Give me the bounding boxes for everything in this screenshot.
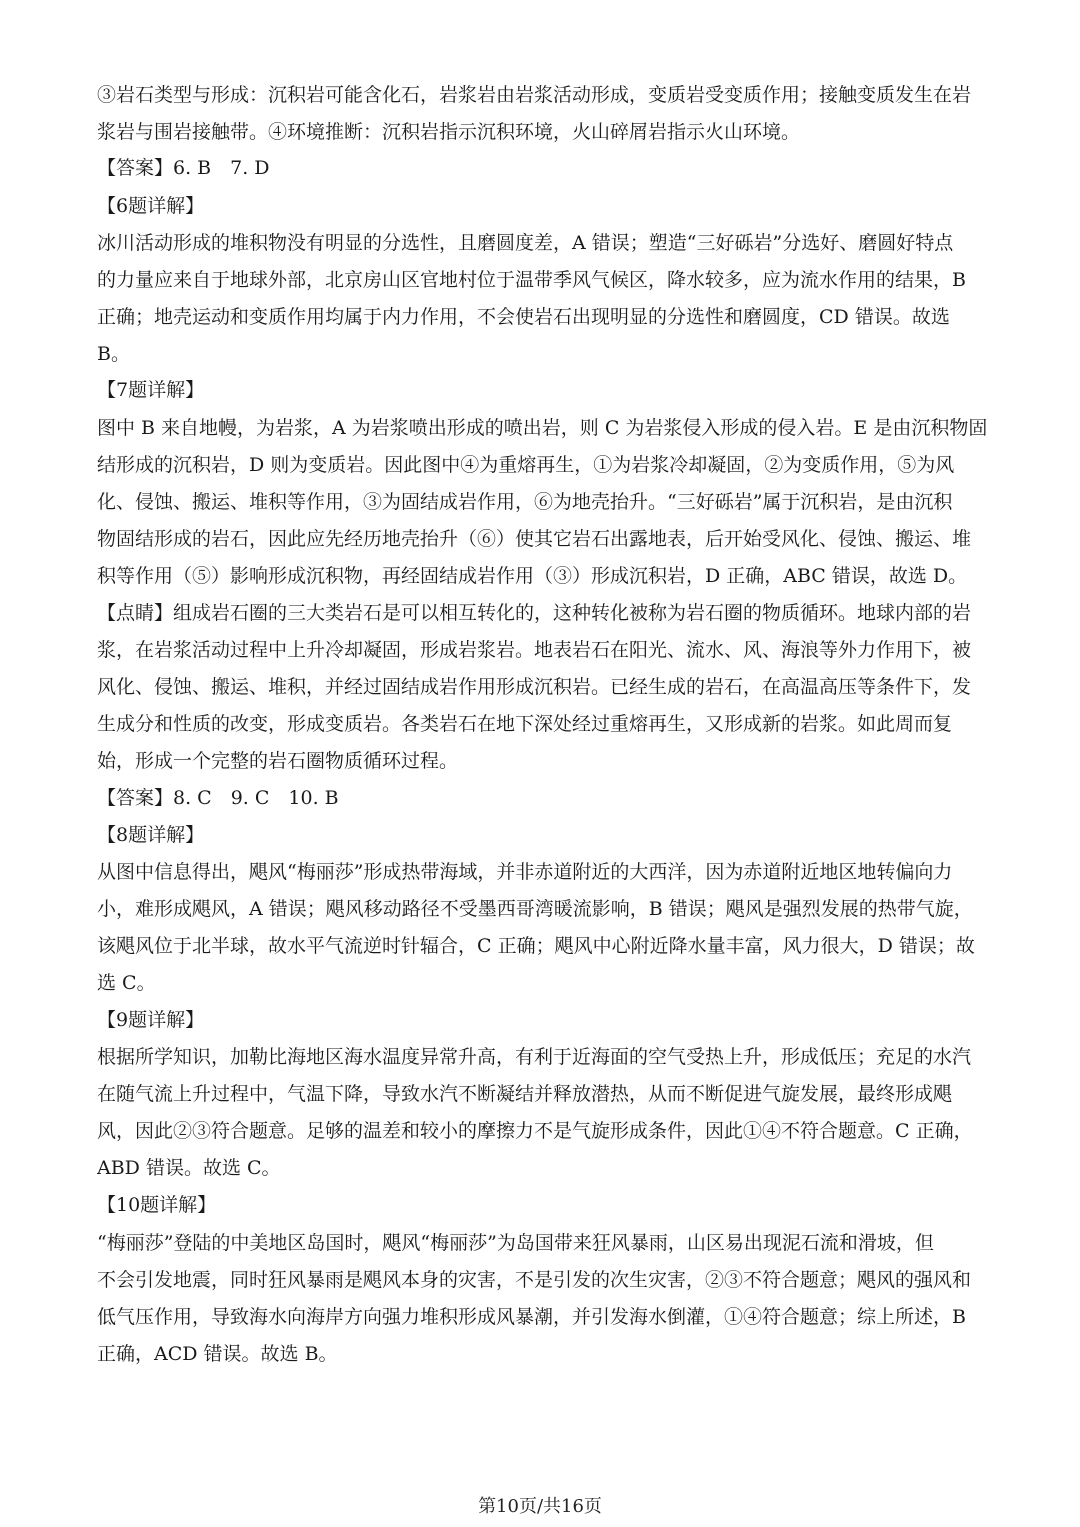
text-line: 浆，在岩浆活动过程中上升冷却凝固，形成岩浆岩。地表岩石在阳光、流水、风、海浪等外力作用下，被 xyxy=(97,639,972,661)
text-line: 从图中信息得出，飓风“梅丽莎”形成热带海域，并非赤道附近的大西洋，因为赤道附近地区地转偏向力 xyxy=(97,861,953,883)
section-heading: 【9题详解】 xyxy=(97,1009,205,1031)
text-line: 化、侵蚀、搬运、堆积等作用，③为固结成岩作用，⑥为地壳抬升。“三好砾岩”属于沉积岩，是由沉积 xyxy=(97,491,953,513)
answer-line: 【答案】8. C 9. C 10. B xyxy=(97,787,339,809)
text-line: ③岩石类型与形成：沉积岩可能含化石，岩浆岩由岩浆活动形成，变质岩受变质作用；接触变质发生在岩 xyxy=(97,84,972,106)
text-line: 风化、侵蚀、搬运、堆积，并经过固结成岩作用形成沉积岩。已经生成的岩石，在高温高压等条件下，发 xyxy=(97,676,972,698)
text-line: 物固结形成的岩石，因此应先经历地壳抬升（⑥）使其它岩石出露地表，后开始受风化、侵蚀、搬运、堆 xyxy=(97,528,972,550)
text-line: 低气压作用，导致海水向海岸方向强力堆积形成风暴潮，并引发海水倒灌，①④符合题意；综上所述，B xyxy=(97,1306,966,1328)
text-line: 冰川活动形成的堆积物没有明显的分选性，且磨圆度差，A 错误；塑造“三好砾岩”分选好、磨圆好特点 xyxy=(97,232,954,254)
section-heading: 【7题详解】 xyxy=(97,379,205,401)
answer-line: 【答案】6. B 7. D xyxy=(97,157,270,179)
text-line: 该飓风位于北半球，故水平气流逆时针辐合，C 正确；飓风中心附近降水量丰富，风力很大，D 错误；故 xyxy=(97,935,975,957)
text-line: 结形成的沉积岩，D 则为变质岩。因此图中④为重熔再生，①为岩浆冷却凝固，②为变质作用，⑤为风 xyxy=(97,454,955,476)
text-line: B。 xyxy=(97,343,130,365)
page-number-footer: 第10页/共16页 xyxy=(478,1496,602,1517)
text-line: ABD 错误。故选 C。 xyxy=(97,1157,281,1179)
text-line: 在随气流上升过程中，气温下降，导致水汽不断凝结并释放潜热，从而不断促进气旋发展，最终形成飓 xyxy=(97,1083,953,1105)
text-line: 不会引发地震，同时狂风暴雨是飓风本身的灾害，不是引发的次生灾害，②③不符合题意；飓风的强风和 xyxy=(97,1269,972,1291)
text-line: 根据所学知识，加勒比海地区海水温度异常升高，有利于近海面的空气受热上升，形成低压；充足的水汽 xyxy=(97,1046,972,1068)
text-line: 选 C。 xyxy=(97,972,156,994)
text-line: 生成分和性质的改变，形成变质岩。各类岩石在地下深处经过重熔再生，又形成新的岩浆。如此周而复 xyxy=(97,713,953,735)
text-line: 浆岩与围岩接触带。④环境推断：沉积岩指示沉积环境，火山碎屑岩指示火山环境。 xyxy=(97,121,801,143)
text-line: 的力量应来自于地球外部，北京房山区官地村位于温带季风气候区，降水较多，应为流水作用的结果，B xyxy=(97,269,966,291)
text-line: 正确；地壳运动和变质作用均属于内力作用，不会使岩石出现明显的分选性和磨圆度，CD 错误。故选 xyxy=(97,306,950,328)
section-heading: 【6题详解】 xyxy=(97,195,205,217)
note-line: 【点睛】组成岩石圈的三大类岩石是可以相互转化的，这种转化被称为岩石圈的物质循环。地球内部的岩 xyxy=(97,602,972,624)
text-line: 始，形成一个完整的岩石圈物质循环过程。 xyxy=(97,750,459,772)
text-line: 小，难形成飓风，A 错误；飓风移动路径不受墨西哥湾暖流影响，B 错误；飓风是强烈发展的热带气旋， xyxy=(97,898,973,920)
text-line: 图中 B 来自地幔，为岩浆，A 为岩浆喷出形成的喷出岩，则 C 为岩浆侵入形成的侵入岩。E 是由沉积物固 xyxy=(97,417,987,439)
section-heading: 【8题详解】 xyxy=(97,824,205,846)
text-line: 风，因此②③符合题意。足够的温差和较小的摩擦力不是气旋形成条件，因此①④不符合题意。C 正确， xyxy=(97,1120,973,1142)
text-line: “梅丽莎”登陆的中美地区岛国时，飓风“梅丽莎”为岛国带来狂风暴雨，山区易出现泥石流和滑坡，但 xyxy=(97,1232,934,1254)
text-line: 正确，ACD 错误。故选 B。 xyxy=(97,1343,338,1365)
text-line: 积等作用（⑤）影响形成沉积物，再经固结成岩作用（③）形成沉积岩，D 正确，ABC 错误，故选 D。 xyxy=(97,565,968,587)
section-heading: 【10题详解】 xyxy=(97,1194,217,1216)
